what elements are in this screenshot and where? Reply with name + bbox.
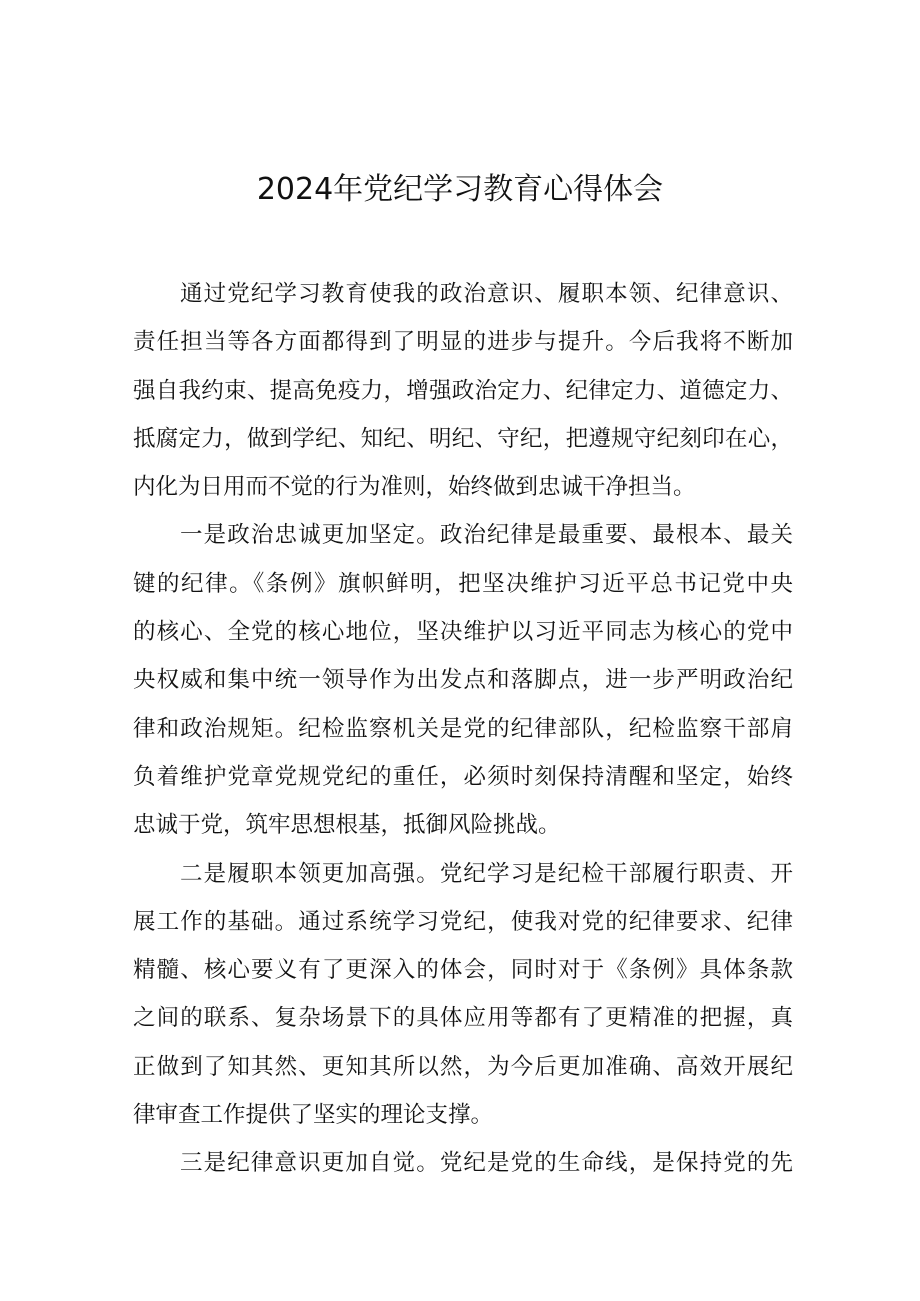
paragraph-1-line-2: 责任担当等各方面都得到了明显的进步与提升。今后我将不断加	[133, 329, 793, 356]
paragraph-3-line-4: 之间的联系、复杂场景下的具体应用等都有了更精准的把握，真	[133, 1005, 793, 1032]
paragraph-2-line-7: 忠诚于党，筑牢思想根基，抵御风险挑战。	[133, 812, 561, 839]
paragraph-2-line-5: 律和政治规矩。纪检监察机关是党的纪律部队，纪检监察干部肩	[133, 715, 793, 742]
document-body	[133, 270, 793, 1188]
paragraph-1-line-1: 通过党纪学习教育使我的政治意识、履职本领、纪律意识、	[180, 281, 793, 307]
paragraph-3-line-6: 律审查工作提供了坚实的理论支撑。	[133, 1102, 494, 1129]
paragraph-2-line-4: 央权威和集中统一领导作为出发点和落脚点，进一步严明政治纪	[133, 667, 793, 694]
paragraph-2-line-6: 负着维护党章党规党纪的重任，必须时刻保持清醒和坚定，始终	[133, 763, 793, 790]
paragraph-4-line-1: 三是纪律意识更加自觉。党纪是党的生命线，是保持党的先	[180, 1150, 793, 1177]
paragraph-3-line-1: 二是履职本领更加高强。党纪学习是纪检干部履行职责、开	[180, 860, 793, 887]
paragraph-1-line-3: 强自我约束、提高免疫力，增强政治定力、纪律定力、道德定力、	[133, 377, 793, 404]
paragraph-3-line-2: 展工作的基础。通过系统学习党纪，使我对党的纪律要求、纪律	[133, 908, 793, 935]
paragraph-2-line-2: 键的纪律。《条例》旗帜鲜明，把坚决维护习近平总书记党中央	[133, 570, 793, 597]
paragraph-3-line-5: 正做到了知其然、更知其所以然，为今后更加准确、高效开展纪	[133, 1053, 793, 1080]
paragraph-1-line-5: 内化为日用而不觉的行为准则，始终做到忠诚干净担当。	[133, 474, 696, 501]
paragraph-2-line-1: 一是政治忠诚更加坚定。政治纪律是最重要、最根本、最关	[180, 522, 793, 549]
paragraph-2-line-3: 的核心、全党的核心地位，坚决维护以习近平同志为核心的党中	[133, 619, 793, 646]
paragraph-3-line-3: 精髓、核心要义有了更深入的体会，同时对于《条例》具体条款	[133, 957, 793, 984]
paragraph-1-line-4: 抵腐定力，做到学纪、知纪、明纪、守纪，把遵规守纪刻印在心，	[133, 425, 793, 452]
document-title: 2024年党纪学习教育心得体会	[256, 172, 664, 207]
